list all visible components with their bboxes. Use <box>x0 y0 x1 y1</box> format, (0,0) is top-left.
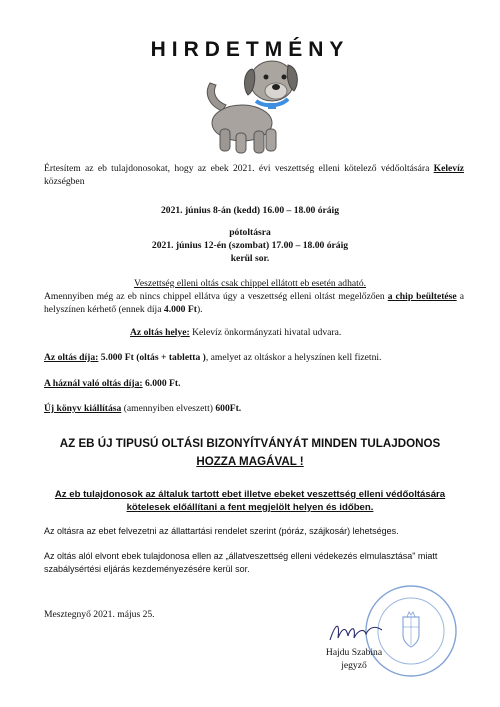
chip-text-after: ). <box>196 304 203 315</box>
owners-notice-line1: Az eb tulajdonosok az általuk tartott ebet illetve ebeket veszettség elleni védőoltására <box>54 489 446 500</box>
booklet-value: 600Ft. <box>215 403 242 414</box>
signatory-role: jegyző <box>341 660 367 671</box>
page-title: HIRDETMÉNY <box>150 38 350 61</box>
intro-text-before: Értesítem az eb tulajdonosokat, hogy az ebek 2021. évi veszettség elleni kötelező védőoltására <box>44 163 434 174</box>
booklet-line <box>44 402 241 415</box>
dog-illustration <box>196 45 306 160</box>
chip-text-middle: a helyszínen kérhető (ennek díja <box>44 291 464 315</box>
certificate-notice-line1: AZ EB ÚJ TIPUSÚ OLTÁSI BIZONYÍTVÁNYÁT MINDEN TULAJDONOS <box>59 437 441 450</box>
home-fee-line <box>44 377 180 390</box>
chip-paragraph <box>44 290 464 316</box>
village-name: Kelevíz <box>433 163 464 174</box>
chip-text-before: Amennyiben még az eb nincs chippel ellátva úgy a veszettség elleni oltást megelőzően <box>44 291 388 302</box>
fee-line <box>44 351 381 364</box>
location-line <box>130 326 341 339</box>
fee-value: 5.000 Ft (oltás + tabletta ) <box>98 352 206 363</box>
makeup-suffix: kerül sor. <box>230 253 270 264</box>
certificate-notice-line2: HOZZA MAGÁVAL ! <box>196 455 304 468</box>
penalty-text: Az oltás alól elvont ebek tulajdonosa ellen az „állatveszettség elleni védekezés elmulasztása" miatt szabálysértési eljárás kezdeményezésére kerül sor. <box>44 551 438 574</box>
home-fee-label: A háznál való oltás díja: <box>44 378 143 389</box>
date-line: Mesztegnyő 2021. május 25. <box>44 609 155 620</box>
booklet-middle: (amennyiben elveszett) <box>121 403 216 414</box>
fee-label: Az oltás díja: <box>44 352 99 363</box>
owners-notice-line2: kötelesek előállítani a fent megjelölt helyen és időben. <box>126 502 374 513</box>
home-fee-value: 6.000 Ft. <box>142 378 181 389</box>
regulation-text: Az oltásra az ebet felvezetni az állattartási rendelet szerint (póráz, szájkosár) lehetséges. <box>44 526 399 536</box>
makeup-date: 2021. június 12-én (szombat) 17.00 – 18.00 óráig <box>151 240 349 251</box>
chip-implant-link: a chip beültetése <box>387 291 457 302</box>
location-label: Az oltás helye: <box>130 327 190 338</box>
chip-price: 4.000 Ft <box>163 304 197 315</box>
intro-text-after: községben <box>44 176 85 187</box>
chip-notice: Veszettség elleni oltás csak chippel ellátott eb esetén adható. <box>133 278 367 289</box>
signatory-name: Hajdu Szabina <box>325 647 383 658</box>
booklet-label: Új könyv kiállítása <box>44 403 122 414</box>
location-value: Kelevíz önkormányzati hivatal udvara. <box>189 327 342 338</box>
fee-rest: , amelyet az oltáskor a helyszínen kell fizetni. <box>205 352 382 363</box>
intro-paragraph <box>44 162 464 188</box>
handwritten-signature <box>326 618 386 648</box>
main-vaccination-date: 2021. június 8-án (kedd) 16.00 – 18.00 óráig <box>160 205 340 216</box>
makeup-label: pótoltásra <box>229 227 271 238</box>
